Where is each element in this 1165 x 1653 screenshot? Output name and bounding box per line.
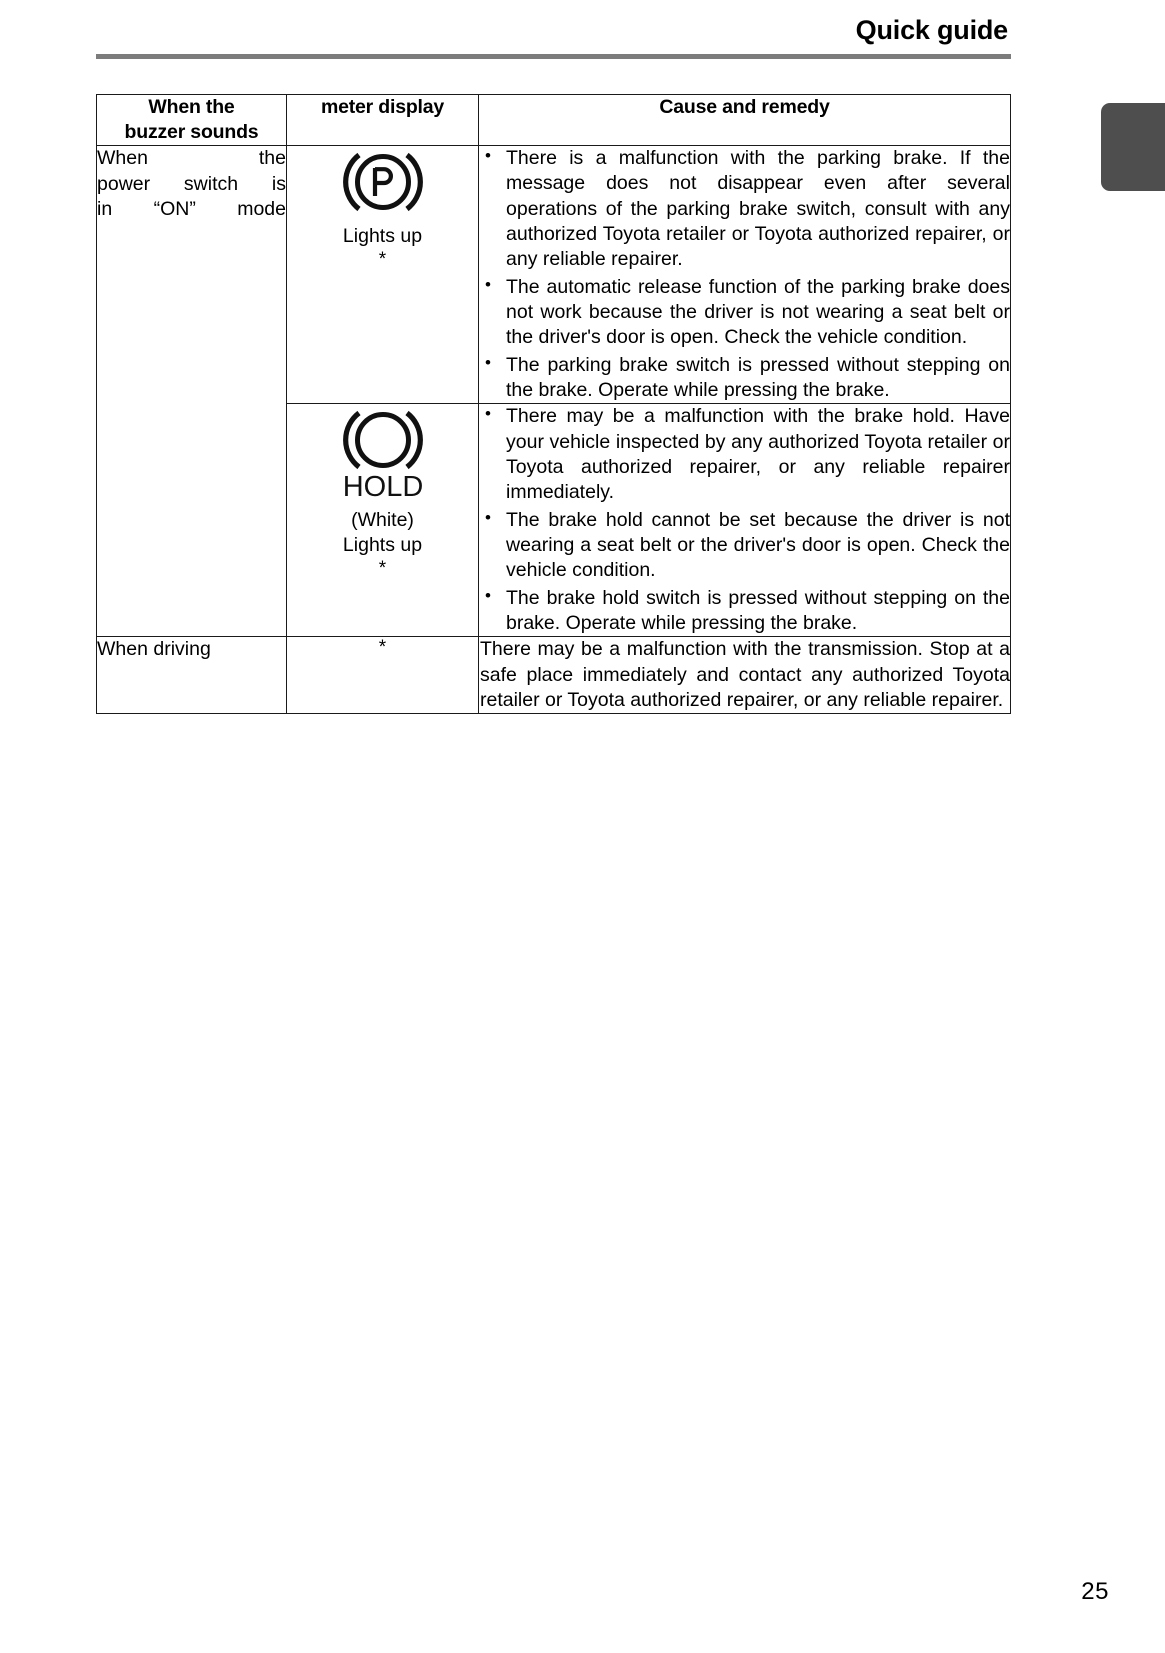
cell-meter-brake-hold [287,404,479,637]
column-header-cause-and-remedy: Cause and remedy [479,95,1011,146]
page-number: 25 [1081,1578,1109,1605]
cell-meter-parking-brake [287,145,479,403]
cause-paragraph: There may be a malfunction with the transmission. Stop at a safe place immediately and contact any authorized Toyota retailer or Toyota authorized repairer, or any reliable repairer. [480,638,1010,712]
when-text-part-3: power switch is [97,172,286,195]
cell-when-power-switch-on [97,145,287,637]
cause-bullet-item: • The brake hold cannot be set because the driver is not wearing a seat belt or the driver's door is open. Check the vehicle condition. [479,508,1010,584]
page-title: Quick guide [855,15,1008,45]
cause-bullet-item: • The automatic release function of the parking brake does not work because the driver is not wearing a seat belt or the driver's door is open. Check the vehicle condition. [479,275,1010,351]
warning-buzzer-table [96,94,1011,714]
cause-bullet-item: • The parking brake switch is pressed without stepping on the brake. Operate while pressing the brake. [479,353,1010,404]
cell-cause-brake-hold [479,404,1011,637]
cell-when-driving: When driving [97,637,287,714]
column-header-meter-display: meter display [287,95,479,146]
section-tab-marker [1101,103,1165,191]
table-row [97,145,1011,403]
when-text-part-1: When [97,146,148,169]
cell-cause-parking-brake [479,145,1011,403]
meter-caption: Lights up [342,534,423,557]
meter-caption: Lights up [342,224,423,247]
brake-hold-icon [337,404,429,502]
cell-cause-transmission [479,637,1011,714]
when-condition-text [97,146,286,223]
svg-text:HOLD: HOLD [342,471,423,503]
warning-buzzer-table-wrapper [96,94,1010,714]
cause-bullet-item: • There may be a malfunction with the brake hold. Have your vehicle inspected by any authorized Toyota retailer or Toyota authorized repairer, or any reliable repairer immediately. [479,404,1010,505]
column-header-line-1: When the [148,96,235,118]
cell-meter-transmission: * [287,637,479,714]
column-header-when-buzzer-sounds [97,95,287,146]
page-header [0,0,1165,68]
table-row [97,637,1011,714]
column-header-line-2: buzzer sounds [124,120,259,143]
meter-footnote-asterisk: * [378,558,387,580]
cause-bullet-list [479,404,1010,636]
cause-bullet-list [479,146,1010,403]
parking-brake-p-icon [337,146,429,218]
header-divider [96,54,1011,59]
meter-color-note: (White) [351,509,414,532]
table-header-row [97,95,1011,146]
when-text-part-4: in “ON” mode [97,198,286,221]
meter-footnote-asterisk: * [378,248,387,270]
cause-bullet-item: • The brake hold switch is pressed without stepping on the brake. Operate while pressing the brake. [479,586,1010,637]
cause-bullet-item: • There is a malfunction with the parking brake. If the message does not disappear even after several operations of the parking brake switch, consult with any authorized Toyota retailer or Toyota authorized repairer, or any reliable repairer. [479,146,1010,273]
when-text-part-2: the [258,146,286,169]
